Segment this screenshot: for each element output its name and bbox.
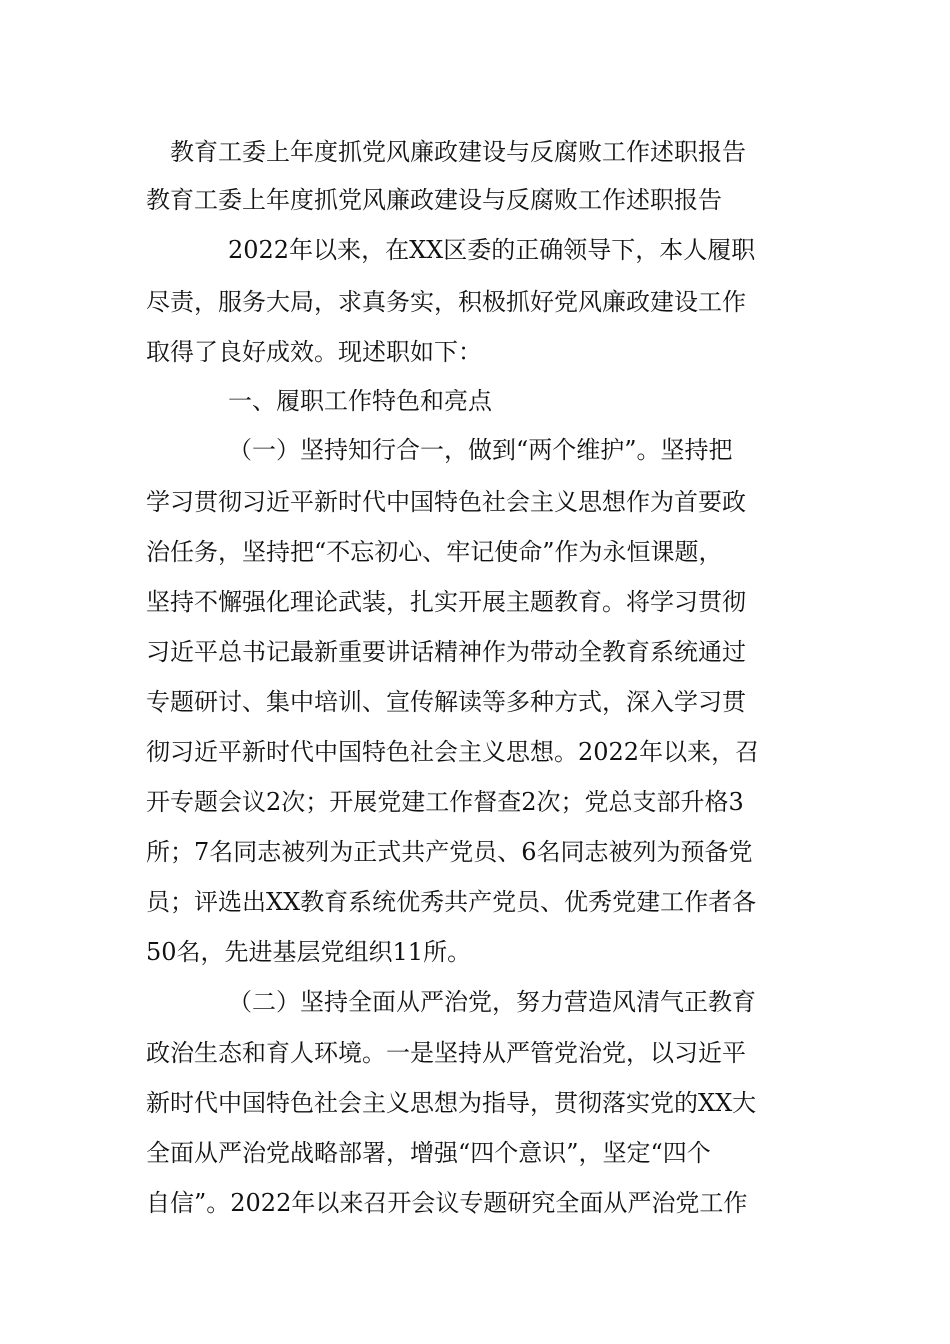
paragraph-line: 坚持不懈强化理论武装，扎实开展主题教育。将学习贯彻 [146, 588, 746, 616]
paragraph-line: 2022年以来，在XX区委的正确领导下，本人履职 [228, 236, 756, 264]
paragraph-line: 专题研讨、集中培训、宣传解读等多种方式，深入学习贯 [146, 688, 746, 716]
section-heading: 一、履职工作特色和亮点 [228, 387, 492, 415]
paragraph-line: 学习贯彻习近平新时代中国特色社会主义思想作为首要政 [146, 488, 746, 516]
paragraph-line: 开专题会议2次；开展党建工作督查2次；党总支部升格3 [146, 788, 744, 816]
paragraph-line: 所；7名同志被列为正式共产党员、6名同志被列为预备党 [146, 838, 753, 866]
paragraph-line: （二）坚持全面从严治党，努力营造风清气正教育 [228, 988, 756, 1016]
paragraph-line: 全面从严治党战略部署，增强“四个意识”，坚定“四个 [146, 1139, 711, 1167]
paragraph-line: 尽责，服务大局，求真务实，积极抓好党风廉政建设工作 [146, 288, 746, 316]
paragraph-line: 政治生态和育人环境。一是坚持从严管党治党，以习近平 [146, 1039, 746, 1067]
paragraph-line: 习近平总书记最新重要讲话精神作为带动全教育系统通过 [146, 638, 746, 666]
paragraph-line: 自信”。2022年以来召开会议专题研究全面从严治党工作 [146, 1189, 748, 1217]
paragraph-line: 50名，先进基层党组织11所。 [146, 938, 472, 966]
paragraph-line: （一）坚持知行合一，做到“两个维护”。坚持把 [228, 436, 733, 464]
paragraph-line: 治任务，坚持把“不忘初心、牢记使命”作为永恒课题， [146, 538, 723, 566]
document-title: 教育工委上年度抓党风廉政建设与反腐败工作述职报告 [170, 138, 746, 166]
document-title-repeat: 教育工委上年度抓党风廉政建设与反腐败工作述职报告 [146, 186, 722, 214]
paragraph-line: 取得了良好成效。现述职如下： [146, 338, 482, 366]
paragraph-line: 员；评选出XX教育系统优秀共产党员、优秀党建工作者各 [146, 888, 757, 916]
paragraph-line: 新时代中国特色社会主义思想为指导，贯彻落实党的XX大 [146, 1089, 757, 1117]
paragraph-line: 彻习近平新时代中国特色社会主义思想。2022年以来，召 [146, 738, 760, 766]
